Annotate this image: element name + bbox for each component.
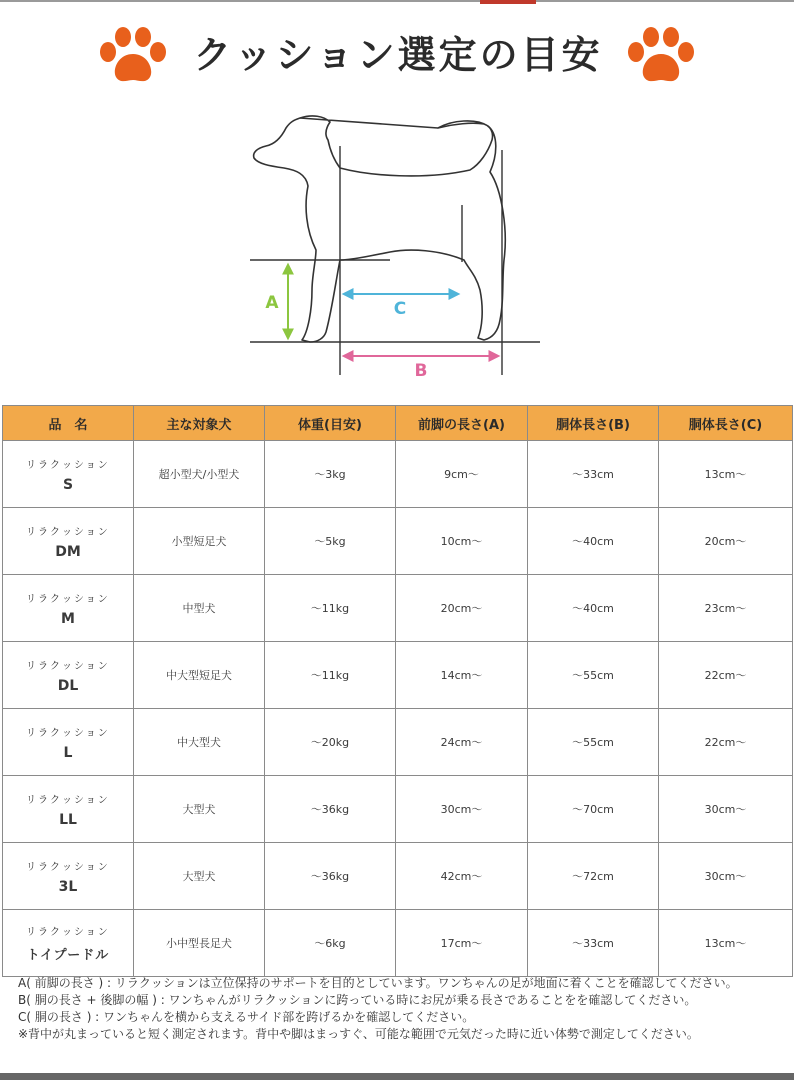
body-b-cell: ～33cm bbox=[528, 441, 659, 508]
series-name: リラクッション bbox=[26, 927, 110, 938]
weight-cell: ～3kg bbox=[265, 441, 396, 508]
size-code: S bbox=[62, 476, 74, 493]
size-guide-table bbox=[2, 405, 793, 977]
table-row bbox=[3, 776, 793, 843]
front-leg-cell: 30cm～ bbox=[396, 776, 528, 843]
size-code: DL bbox=[57, 677, 79, 694]
body-b-cell: ～55cm bbox=[528, 709, 659, 776]
table-row bbox=[3, 642, 793, 709]
front-leg-cell: 10cm～ bbox=[396, 508, 528, 575]
body-b-cell: ～72cm bbox=[528, 843, 659, 910]
series-name: リラクッション bbox=[26, 526, 110, 538]
series-name: リラクッション bbox=[26, 861, 110, 873]
note-b: B( 胴の長さ + 後脚の幅 ) : ワンちゃんがリラクッションに跨っている時にお尻が乗る長さであることをを確認してください。 bbox=[18, 993, 697, 1007]
product-cell bbox=[3, 776, 134, 843]
table-row bbox=[3, 508, 793, 575]
target-dog-cell: 小型短足犬 bbox=[134, 508, 265, 575]
size-code: L bbox=[63, 744, 73, 761]
weight-cell: ～36kg bbox=[265, 843, 396, 910]
size-code: LL bbox=[59, 811, 77, 828]
target-dog-cell: 中大型犬 bbox=[134, 709, 265, 776]
product-cell bbox=[3, 843, 134, 910]
size-code: トイプードル bbox=[26, 948, 110, 963]
header-weight: 体重(目安) bbox=[265, 406, 396, 441]
size-code: M bbox=[61, 610, 75, 627]
table-row bbox=[3, 709, 793, 776]
weight-cell: ～11kg bbox=[265, 642, 396, 709]
body-b-cell: ～70cm bbox=[528, 776, 659, 843]
weight-cell: ～36kg bbox=[265, 776, 396, 843]
label-c: C bbox=[393, 299, 407, 319]
dog-silhouette bbox=[254, 116, 506, 342]
page-title: クッション選定の目安 bbox=[193, 33, 603, 77]
target-dog-cell: 大型犬 bbox=[134, 843, 265, 910]
size-code: 3L bbox=[58, 878, 78, 895]
body-b-cell: ～55cm bbox=[528, 642, 659, 709]
series-name: リラクッション bbox=[26, 660, 110, 672]
target-dog-cell: 中型犬 bbox=[134, 575, 265, 642]
product-cell bbox=[3, 441, 134, 508]
header-target-dog: 主な対象犬 bbox=[134, 406, 265, 441]
body-c-cell: 20cm～ bbox=[659, 508, 793, 575]
weight-cell: ～11kg bbox=[265, 575, 396, 642]
header-body-c: 胴体長さ(C) bbox=[659, 406, 793, 441]
front-leg-cell: 24cm～ bbox=[396, 709, 528, 776]
label-b: B bbox=[414, 361, 428, 381]
product-cell bbox=[3, 910, 134, 977]
body-c-cell: 13cm～ bbox=[659, 441, 793, 508]
note-c: C( 胴の長さ ) : ワンちゃんを横から支えるサイド部を跨げるかを確認してください。 bbox=[18, 1010, 475, 1024]
body-b-cell: ～40cm bbox=[528, 575, 659, 642]
weight-cell: ～20kg bbox=[265, 709, 396, 776]
target-dog-cell: 中大型短足犬 bbox=[134, 642, 265, 709]
header-body-b: 胴体長さ(B) bbox=[528, 406, 659, 441]
body-c-cell: 22cm～ bbox=[659, 642, 793, 709]
product-cell bbox=[3, 508, 134, 575]
label-a: A bbox=[265, 293, 279, 313]
top-rule bbox=[0, 0, 794, 2]
body-b-cell: ～40cm bbox=[528, 508, 659, 575]
body-c-cell: 23cm～ bbox=[659, 575, 793, 642]
target-dog-cell: 大型犬 bbox=[134, 776, 265, 843]
weight-cell: ～5kg bbox=[265, 508, 396, 575]
front-leg-cell: 9cm～ bbox=[396, 441, 528, 508]
body-c-cell: 13cm～ bbox=[659, 910, 793, 977]
body-c-cell: 30cm～ bbox=[659, 843, 793, 910]
series-name: リラクッション bbox=[26, 593, 110, 605]
table-header-row bbox=[3, 406, 793, 441]
title-row bbox=[0, 24, 794, 88]
front-leg-cell: 20cm～ bbox=[396, 575, 528, 642]
product-cell bbox=[3, 709, 134, 776]
header-front-leg: 前脚の長さ(A) bbox=[396, 406, 528, 441]
series-name: リラクッション bbox=[26, 794, 110, 806]
table-row bbox=[3, 843, 793, 910]
body-c-cell: 30cm～ bbox=[659, 776, 793, 843]
front-leg-cell: 17cm～ bbox=[396, 910, 528, 977]
note-caution: ※背中が丸まっていると短く測定されます。背中や脚はまっすぐ、可能な範囲で元気だった時に近い体勢で測定してください。 bbox=[18, 1027, 699, 1041]
target-dog-cell: 超小型犬/小型犬 bbox=[134, 441, 265, 508]
measurement-guides bbox=[250, 146, 540, 375]
weight-cell: ～6kg bbox=[265, 910, 396, 977]
body-b-cell: ～33cm bbox=[528, 910, 659, 977]
top-accent-mark bbox=[480, 0, 536, 4]
size-code: DM bbox=[55, 543, 81, 560]
product-cell bbox=[3, 642, 134, 709]
paw-icon bbox=[626, 26, 696, 86]
front-leg-cell: 14cm～ bbox=[396, 642, 528, 709]
measurement-notes bbox=[18, 975, 788, 1043]
table-row bbox=[3, 910, 793, 977]
series-name: リラクッション bbox=[26, 727, 110, 739]
bottom-bar bbox=[0, 1073, 794, 1080]
note-a: A( 前脚の長さ ) : リラクッションは立位保持のサポートを目的としています。ワンちゃんの足が地面に着くことを確認してください。 bbox=[18, 976, 738, 990]
paw-icon bbox=[98, 26, 168, 86]
series-name: リラクッション bbox=[26, 459, 110, 471]
body-c-cell: 22cm～ bbox=[659, 709, 793, 776]
table-row bbox=[3, 575, 793, 642]
dog-measurement-diagram bbox=[240, 110, 550, 385]
front-leg-cell: 42cm～ bbox=[396, 843, 528, 910]
table-row bbox=[3, 441, 793, 508]
header-product: 品 名 bbox=[3, 406, 134, 441]
target-dog-cell: 小中型長足犬 bbox=[134, 910, 265, 977]
product-cell bbox=[3, 575, 134, 642]
